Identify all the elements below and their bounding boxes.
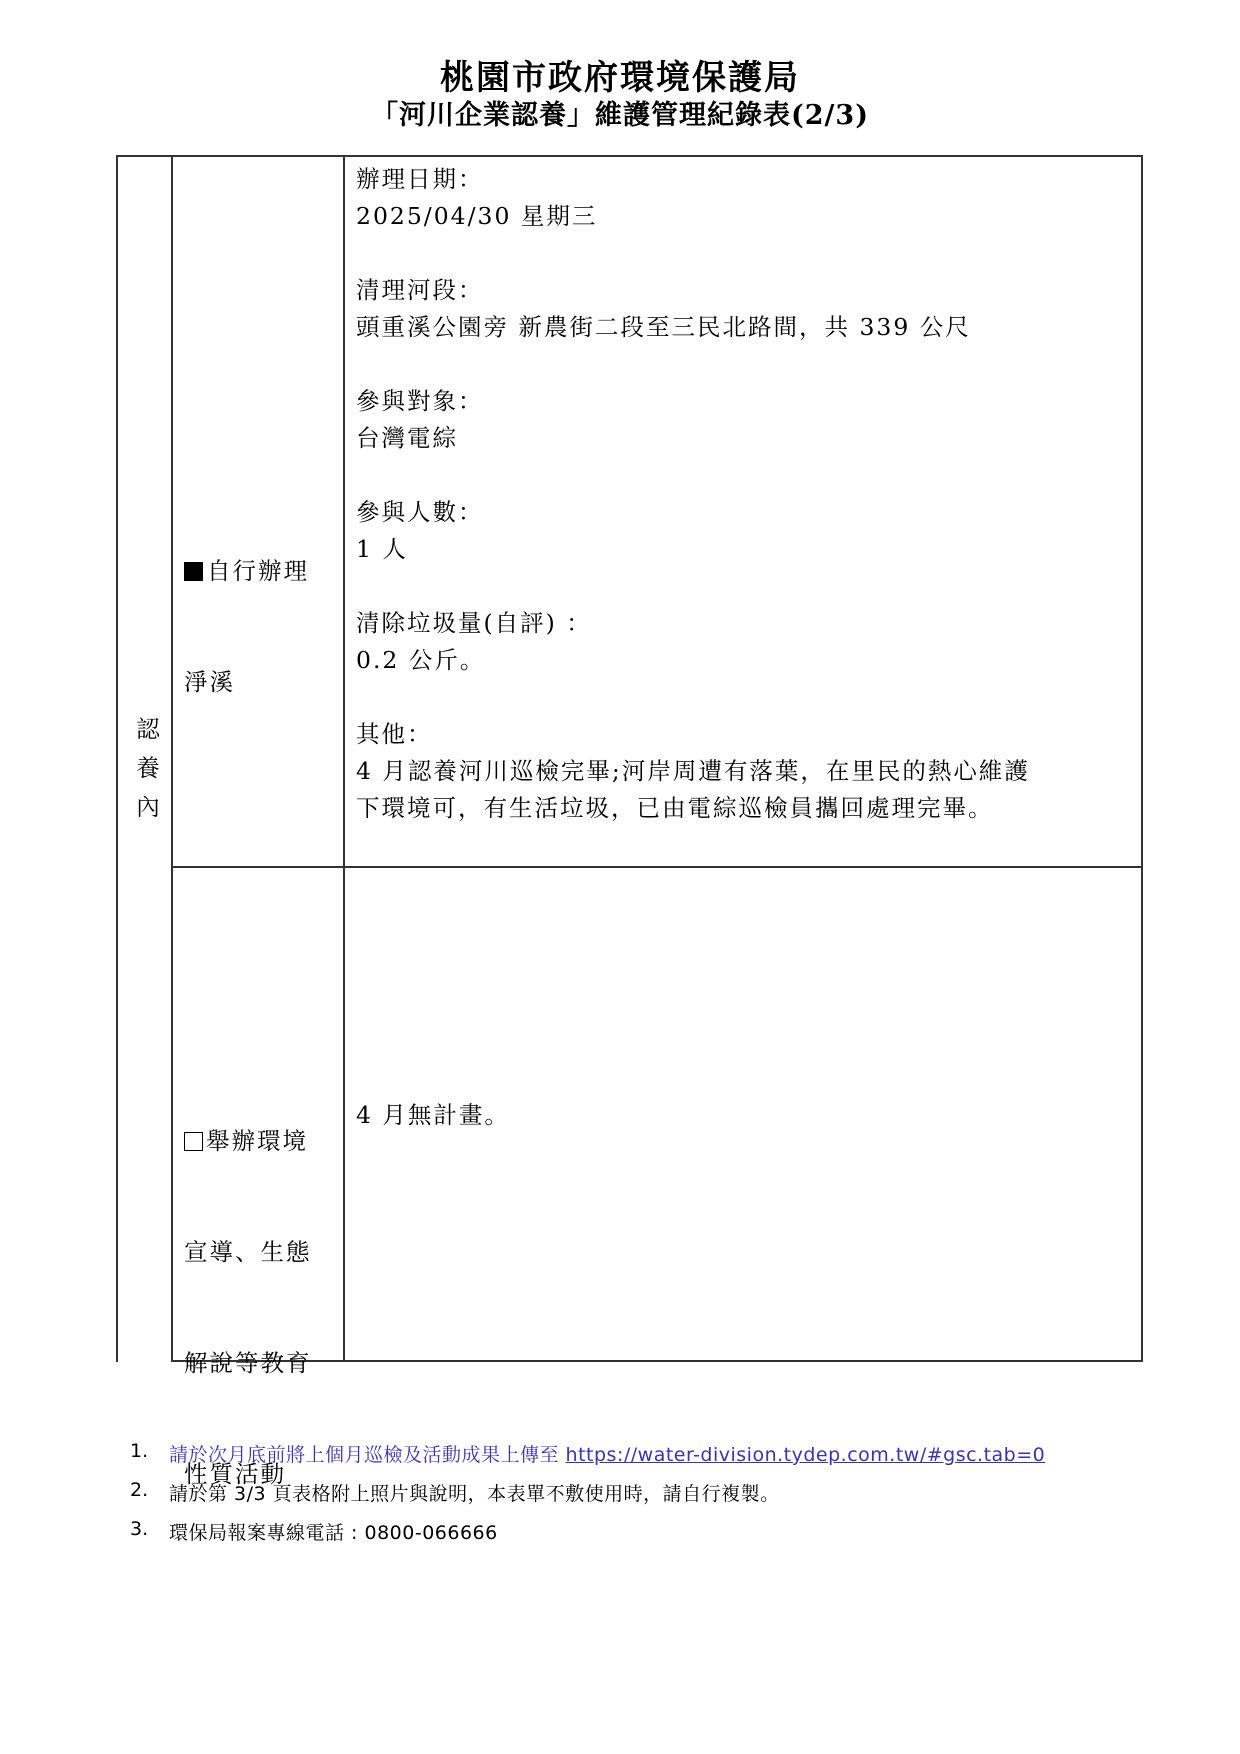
- date-value: 2025/04/30 星期三: [356, 202, 598, 230]
- note-number: 3.: [130, 1518, 149, 1540]
- self-cleanup-details: [356, 161, 1030, 827]
- category-line: 性質活動: [184, 1460, 286, 1488]
- garbage-amount-label: 清除垃圾量(自評) ：: [356, 609, 592, 637]
- unchecked-checkbox-icon[interactable]: [184, 1132, 203, 1151]
- page-subtitle: 「河川企業認養」維護管理紀錄表(2/3): [371, 100, 869, 131]
- category-label: 自行辦理: [207, 557, 309, 585]
- side-label-char: 養: [136, 754, 160, 782]
- table-bottom-border: [171, 1360, 1142, 1362]
- other-text-line: 4 月認養河川巡檢完畢;河岸周遭有落葉，在里民的熱心維護: [356, 757, 1030, 785]
- table-side-column-border: [171, 155, 173, 1362]
- page-title: 桃園市政府環境保護局: [440, 58, 800, 98]
- category-line: [184, 553, 309, 590]
- category-line: 淨溪: [184, 668, 235, 696]
- date-label: 辦理日期：: [356, 165, 484, 193]
- side-label-char: 認: [136, 715, 160, 743]
- note-text: [169, 1440, 1045, 1467]
- table-left-border: [116, 155, 118, 1362]
- note-text: 環保局報案專線電話 : 0800-066666: [169, 1522, 498, 1544]
- category-label: 舉辦環境: [206, 1127, 308, 1155]
- participants-value: 台灣電綜: [356, 424, 458, 452]
- participant-count-label: 參與人數：: [356, 498, 484, 526]
- participants-label: 參與對象：: [356, 387, 484, 415]
- side-label-char: 內: [136, 793, 160, 821]
- checked-checkbox-icon[interactable]: [184, 562, 203, 581]
- category-self-cleanup: [184, 479, 309, 775]
- education-activity-value: 4 月無計畫。: [356, 1101, 510, 1129]
- upload-instruction-text: 請於次月底前將上個月巡檢及活動成果上傳至: [169, 1444, 566, 1466]
- table-top-border: [116, 155, 1142, 157]
- category-line: 解說等教育: [184, 1349, 312, 1377]
- table-row-divider: [171, 866, 1142, 868]
- note-number: 1.: [130, 1440, 149, 1462]
- education-activity-details: [356, 1097, 510, 1134]
- category-line: [184, 1123, 312, 1160]
- side-label-adoption-content: [133, 710, 163, 827]
- category-line: 宣導、生態: [184, 1238, 312, 1266]
- river-section-value: 頭重溪公園旁 新農街二段至三民北路間，共 339 公尺: [356, 313, 971, 341]
- note-number: 2.: [130, 1479, 149, 1501]
- river-section-label: 清理河段：: [356, 276, 484, 304]
- upload-link[interactable]: https://water-division.tydep.com.tw/#gsc.tab=0: [565, 1444, 1046, 1466]
- table-right-border: [1141, 155, 1143, 1362]
- participant-count-value: 1 人: [356, 535, 408, 563]
- garbage-amount-value: 0.2 公斤。: [356, 646, 486, 674]
- table-category-column-border: [343, 155, 345, 1362]
- other-text-line: 下環境可，有生活垃圾，已由電綜巡檢員攜回處理完畢。: [356, 794, 994, 822]
- other-label: 其他：: [356, 720, 433, 748]
- note-text: 請於第 3/3 頁表格附上照片與說明，本表單不敷使用時，請自行複製。: [169, 1483, 780, 1505]
